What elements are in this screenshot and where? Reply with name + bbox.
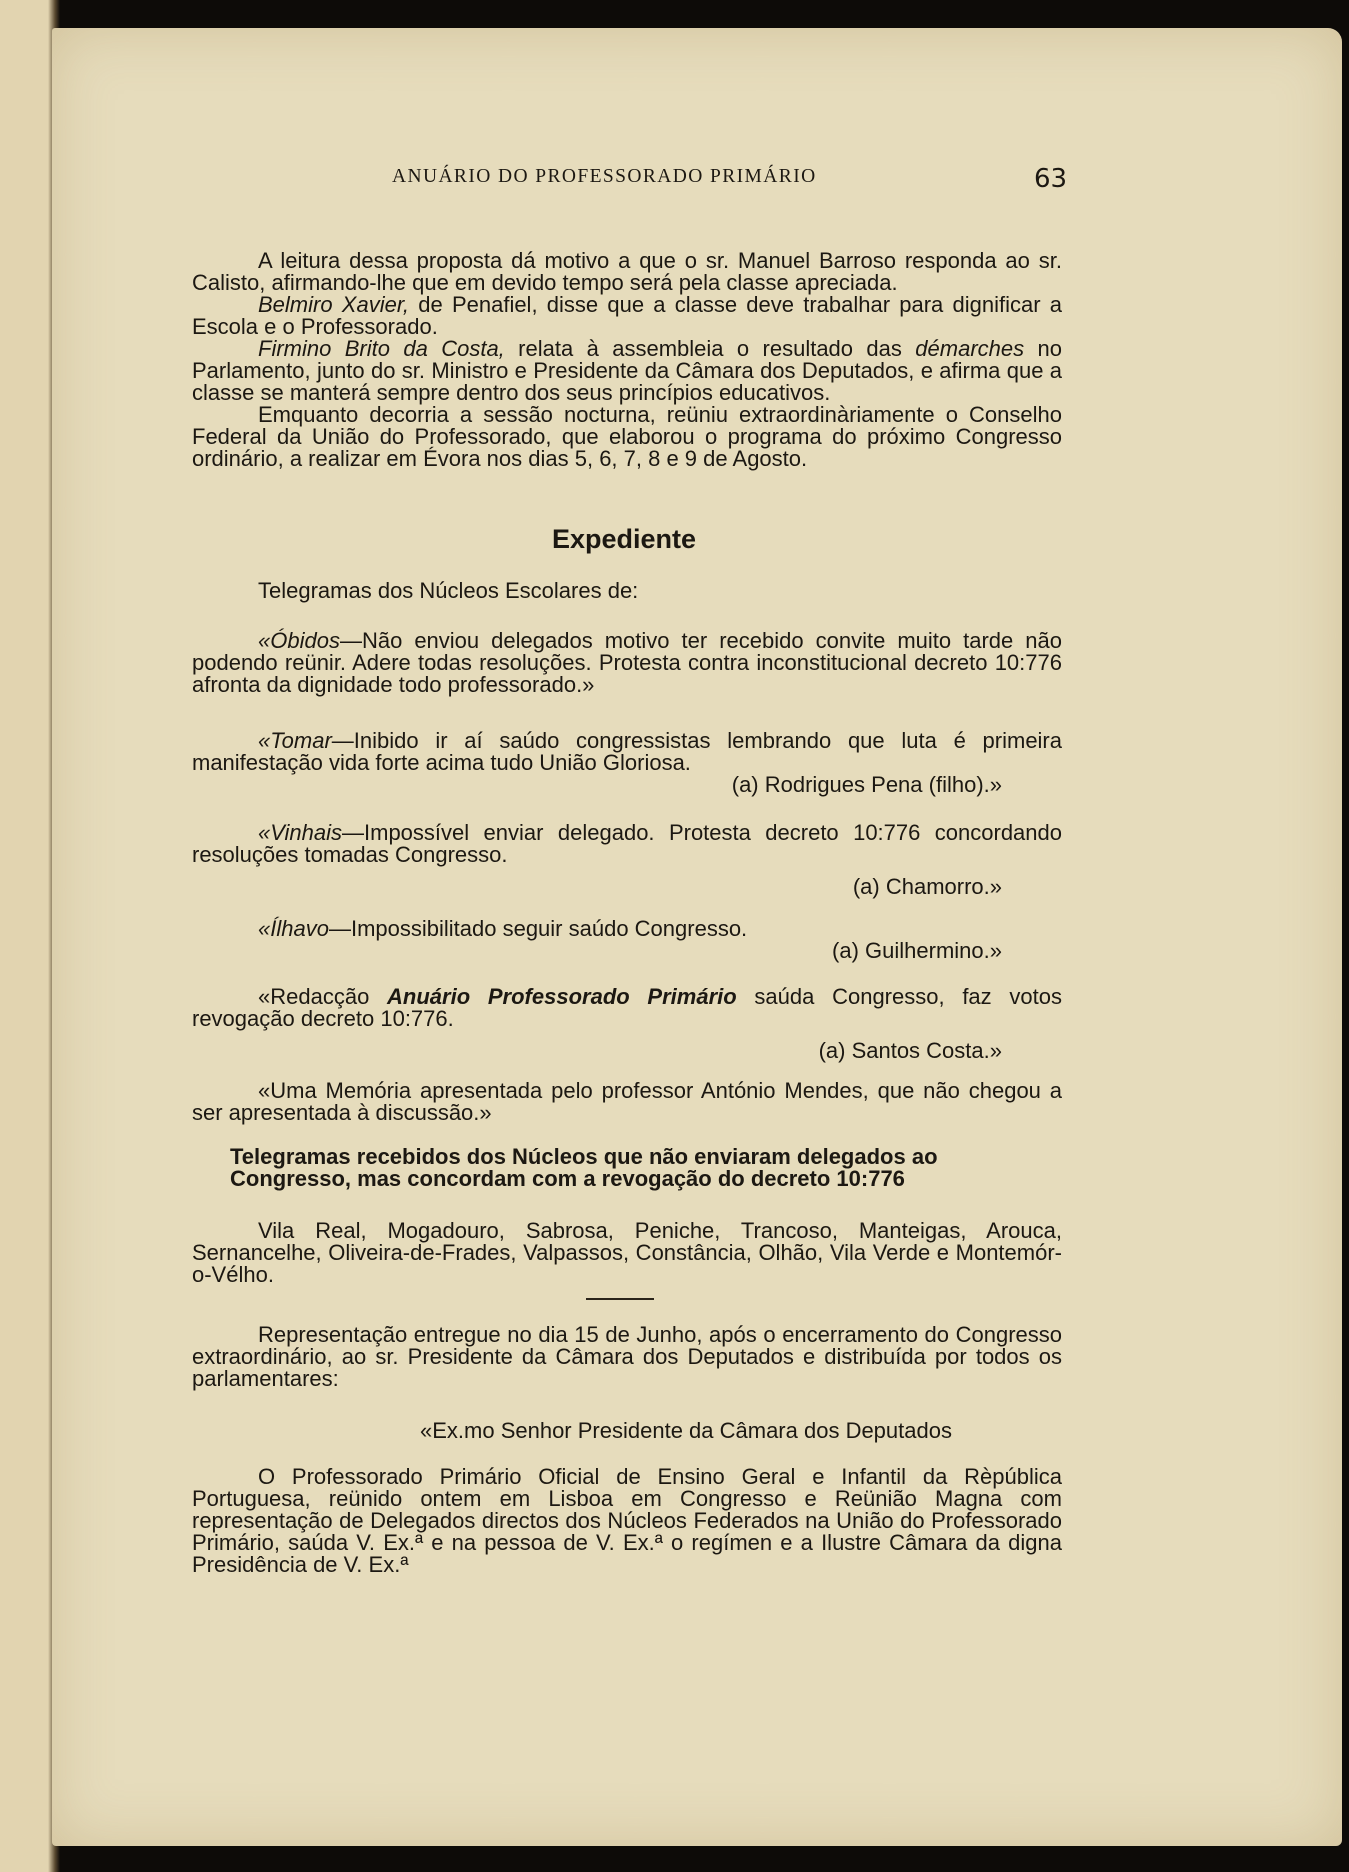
telegram-signature: (a) Guilhermino.» bbox=[832, 938, 1002, 963]
page-number: 63 bbox=[1034, 164, 1068, 194]
telegram-place: «Vinhais bbox=[258, 820, 342, 845]
divider bbox=[586, 1298, 654, 1300]
telegram-place: «Redacção bbox=[258, 984, 388, 1009]
nucleos-list: Vila Real, Mogadouro, Sabrosa, Peniche, Trancoso, Manteigas, Arouca, Sernancelhe, Oliveira-de-Frades, Valpassos, Constância, Olhão, Vila Verde e Montemór-o-Vélho. bbox=[192, 1218, 1062, 1287]
salutation: «Ex.mo Senhor Presidente da Câmara dos Deputados bbox=[420, 1418, 952, 1443]
paragraph: Firmino Brito da Costa, relata à assembleia o resultado das démarches no Parlamento, junto do sr. Ministro e Presidente da Câmara dos Deputados, e afirma que a classe se manterá sempre dentro dos seus princípios educativos. bbox=[192, 336, 1062, 405]
telegram-place: «Tomar bbox=[258, 728, 332, 753]
telegram-signature: (a) Santos Costa.» bbox=[818, 1038, 1002, 1063]
representacao-intro: Representação entregue no dia 15 de Junho, após o encerramento do Congresso extraordinário, ao sr. Presidente da Câmara dos Deputados e distribuída por todos os parlamentares: bbox=[192, 1322, 1062, 1391]
telegram bbox=[192, 986, 1062, 1062]
telegram-text: —Não enviou delegados motivo ter recebido convite muito tarde não podendo reünir. Adere todas resoluções. Protesta contra inconstitucional decreto 10:776 afronta da dignidade todo professorado.» bbox=[192, 628, 1062, 697]
telegram-lead bbox=[192, 580, 1062, 602]
book-spine bbox=[0, 0, 60, 1872]
paragraph: A leitura dessa proposta dá motivo a que o sr. Manuel Barroso responda ao sr. Calisto, afirmando-lhe que em devido tempo será pela classe apreciada. bbox=[192, 248, 1062, 295]
publication-title: Anuário Professorado Primário bbox=[387, 984, 737, 1009]
telegram-signature: (a) Chamorro.» bbox=[852, 874, 1002, 899]
telegram-place: «Óbidos bbox=[258, 628, 340, 653]
telegram-text: —Impossibilitado seguir saúdo Congresso. bbox=[328, 916, 748, 941]
section-heading: Expediente bbox=[552, 524, 697, 554]
telegram-text: —Impossível enviar delegado. Protesta decreto 10:776 concordando resoluções tomadas Congresso. bbox=[192, 820, 1062, 867]
memoria-note: «Uma Memória apresentada pelo professor António Mendes, que não chegou a ser apresentada à discussão.» bbox=[192, 1078, 1062, 1125]
telegram-text: —Inibido ir aí saúdo congressistas lembrando que luta é primeira manifestação vida forte acima tudo União Gloriosa. bbox=[192, 728, 1062, 775]
telegram bbox=[192, 730, 1062, 796]
nucleos-heading: Telegramas recebidos dos Núcleos que não enviaram delegados ao Congresso, mas concordam com a revogação do decreto 10:776 bbox=[230, 1144, 938, 1191]
telegram bbox=[192, 918, 1062, 962]
telegram bbox=[192, 822, 1062, 898]
telegram-text: saúda Congresso, faz votos revogação decreto 10:776. bbox=[192, 984, 1062, 1031]
representacao-body: O Professorado Primário Oficial de Ensino Geral e Infantil da Rèpública Portuguesa, reünido ontem em Lisboa em Congresso e Reünião Magna com representação de Delegados directos dos Núcleos Federados na União do Professorado Primário, saúda V. Ex.ª e na pessoa de V. Ex.ª o regímen e a Ilustre Câmara da digna Presidência de V. Ex.ª bbox=[192, 1464, 1062, 1577]
telegram-signature: (a) Rodrigues Pena (filho).» bbox=[731, 772, 1002, 797]
paragraph: Emquanto decorria a sessão nocturna, reüniu extraordinàriamente o Conselho Federal da União do Professorado, que elaborou o programa do próximo Congresso ordinário, a realizar em Évora nos dias 5, 6, 7, 8 e 9 de Agosto. bbox=[192, 402, 1062, 471]
running-header: ANUÁRIO DO PROFESSORADO PRIMÁRIO bbox=[392, 166, 817, 187]
paragraph: Belmiro Xavier, de Penafiel, disse que a classe deve trabalhar para dignificar a Escola e o Professorado. bbox=[192, 292, 1062, 339]
lead-text: Telegramas dos Núcleos Escolares de: bbox=[258, 578, 639, 603]
telegram bbox=[192, 630, 1062, 696]
intro-section bbox=[192, 250, 1062, 470]
telegram-place: «Ílhavo bbox=[258, 916, 329, 941]
